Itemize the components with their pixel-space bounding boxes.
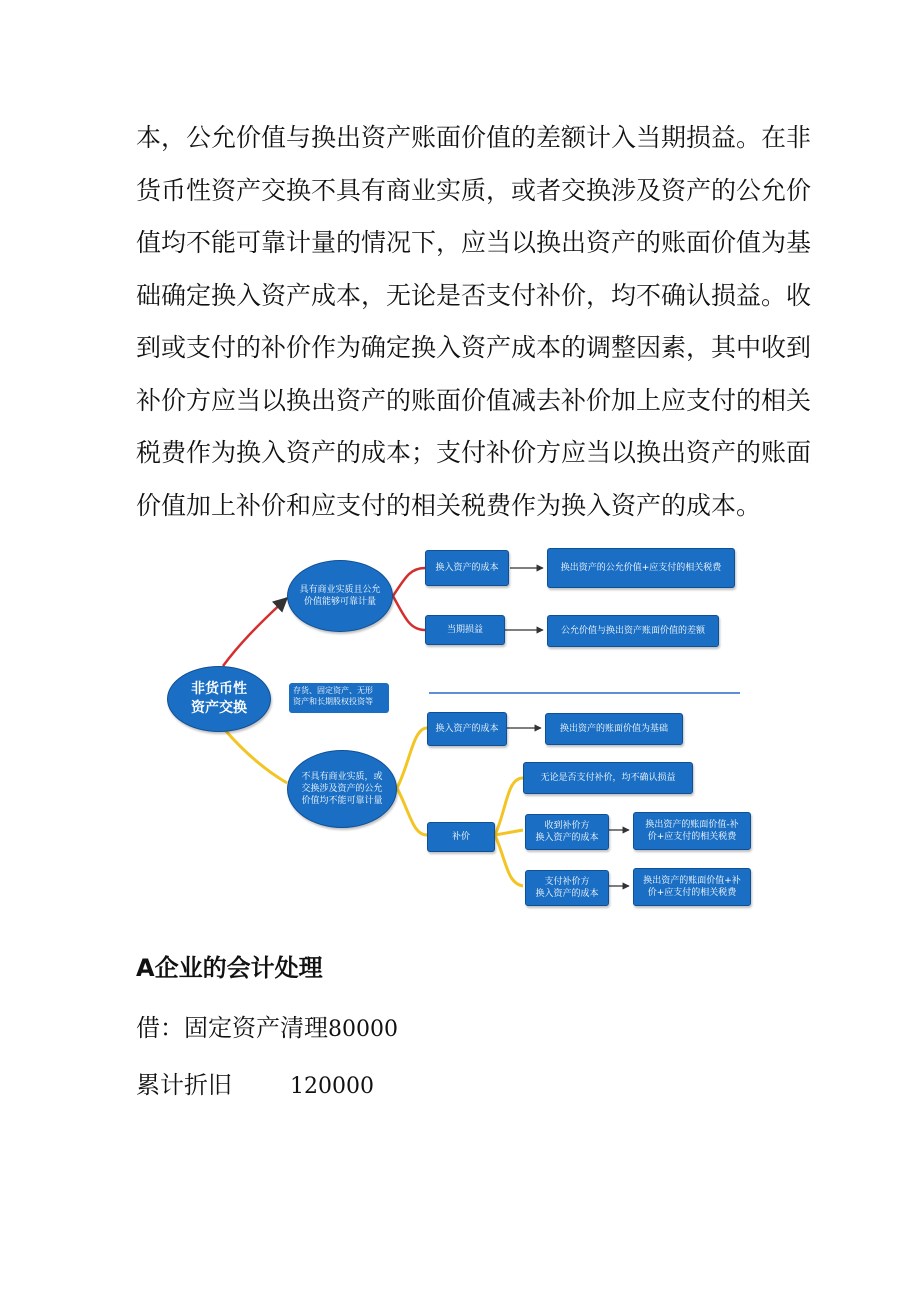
paragraph-line: 补价方应当以换出资产的账面价值减去补价加上应支付的相关 (136, 385, 812, 415)
bottom-cost-rule-node: 换出资产的账面价值为基础 (545, 713, 683, 745)
yellow-branch-line (225, 730, 287, 783)
entry-amount: 80000 (328, 1017, 398, 1042)
paragraph-line: 到或支付的补价作为确定换入资产成本的调整因素，其中收到 (136, 333, 812, 362)
paragraph-line: 货币性资产交换不具有商业实质，或者交换涉及资产的公允价 (136, 175, 812, 205)
receive-comp-rule-node: 换出资产的账面价值-补 价+应支付的相关税费 (633, 812, 751, 850)
journal-entry (136, 1008, 398, 1043)
entry-label: 累计折旧 (136, 1071, 232, 1099)
yellow-sub-line (397, 788, 427, 835)
red-sub-line (393, 568, 425, 596)
compensation-node: 补价 (427, 822, 495, 852)
exchange-diagram (165, 538, 760, 910)
pay-comp-rule-node: 换出资产的账面价值+补 价+应支付的相关税费 (633, 868, 751, 906)
paragraph-line: 础确定换入资产成本，无论是否支付补价，均不确认损益。收 (136, 280, 812, 310)
journal-entry (136, 1065, 374, 1100)
entry-amount: 120000 (290, 1074, 374, 1099)
paragraph-line: 税费作为换入资产的成本；支付补价方应当以换出资产的账面 (136, 438, 812, 467)
top-pl-rule-node: 公允价值与换出资产账面价值的差额 (547, 615, 719, 647)
yellow-sub-line (495, 778, 523, 835)
no-substance-node: 不具有商业实质，或 交换涉及资产的公允 价值均不能可靠计量 (287, 750, 397, 828)
body-paragraph (136, 112, 812, 532)
top-pl-node: 当期损益 (425, 615, 505, 645)
no-pl-node: 无论是否支付补价，均不确认损益 (523, 762, 693, 794)
yellow-sub-line (495, 835, 523, 886)
section-heading: A企业的会计处理 (136, 954, 323, 982)
entry-label: 借：固定资产清理 (136, 1014, 328, 1042)
root-node: 非货币性 资产交换 (167, 666, 271, 732)
yellow-sub-line (495, 830, 523, 835)
bottom-cost-node: 换入资产的成本 (427, 712, 507, 746)
red-sub-line (393, 596, 425, 630)
red-branch-line (223, 598, 287, 666)
scope-note: 存货、固定资产、无形 资产和长期股权投资等 (289, 683, 389, 713)
paragraph-line: 值均不能可靠计量的情况下，应当以换出资产的账面价值为基 (136, 228, 812, 257)
paragraph-line: 价值加上补价和应支付的相关税费作为换入资产的成本。 (136, 490, 762, 520)
top-cost-rule-node: 换出资产的公允价值+应支付的相关税费 (547, 548, 735, 588)
paragraph-line: 本，公允价值与换出资产账面价值的差额计入当期损益。在非 (136, 123, 812, 152)
receive-comp-node: 收到补价方 换入资产的成本 (525, 814, 609, 850)
commercial-substance-node: 具有商业实质且公允 价值能够可靠计量 (287, 560, 393, 632)
top-cost-node: 换入资产的成本 (425, 550, 509, 586)
yellow-sub-line (397, 728, 427, 788)
pay-comp-node: 支付补价方 换入资产的成本 (525, 870, 609, 906)
